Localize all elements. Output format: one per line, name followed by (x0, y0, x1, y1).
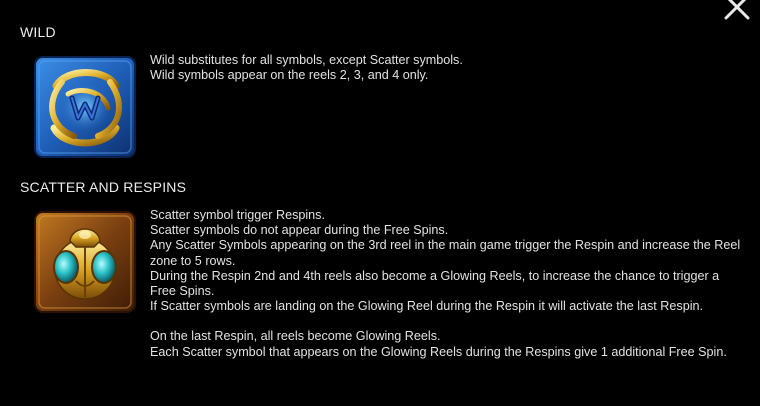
scarab-scatter-icon (34, 211, 136, 313)
scatter-line-3: Any Scatter Symbols appearing on the 3rd reel in the main game trigger the Respin and increase the Reel zone to 5 rows. (150, 238, 741, 268)
wild-description (150, 53, 745, 83)
scatter-line-4: During the Respin 2nd and 4th reels also become a Glowing Reels, to increase the chance to trigger a Free Spins. (150, 268, 720, 299)
scatter-section-title: SCATTER AND RESPINS (20, 179, 187, 195)
scatter-description (150, 208, 745, 360)
scatter-line-7: Each Scatter symbol that appears on the Glowing Reels during the Respins give 1 additional Free Spin. (150, 344, 727, 359)
scatter-line-2: Scatter symbols do not appear during the Free Spins. (150, 223, 449, 238)
wild-symbol-icon (34, 56, 136, 158)
wild-line-1: Wild substitutes for all symbols, except Scatter symbols. (150, 53, 463, 67)
close-icon (722, 0, 752, 22)
paragraph-gap (150, 314, 745, 329)
close-button[interactable] (722, 0, 752, 22)
wild-line-2: Wild symbols appear on the reels 2, 3, and 4 only. (150, 68, 429, 83)
scatter-line-6: On the last Respin, all reels become Glowing Reels. (150, 329, 441, 344)
scatter-line-5: If Scatter symbols are landing on the Glowing Reel during the Respin it will activate the last Respin. (150, 299, 704, 314)
wild-symbol (34, 56, 136, 158)
scatter-symbol (34, 211, 136, 313)
wild-section-title: WILD (20, 24, 56, 40)
scatter-line-1: Scatter symbol trigger Respins. (150, 208, 325, 222)
